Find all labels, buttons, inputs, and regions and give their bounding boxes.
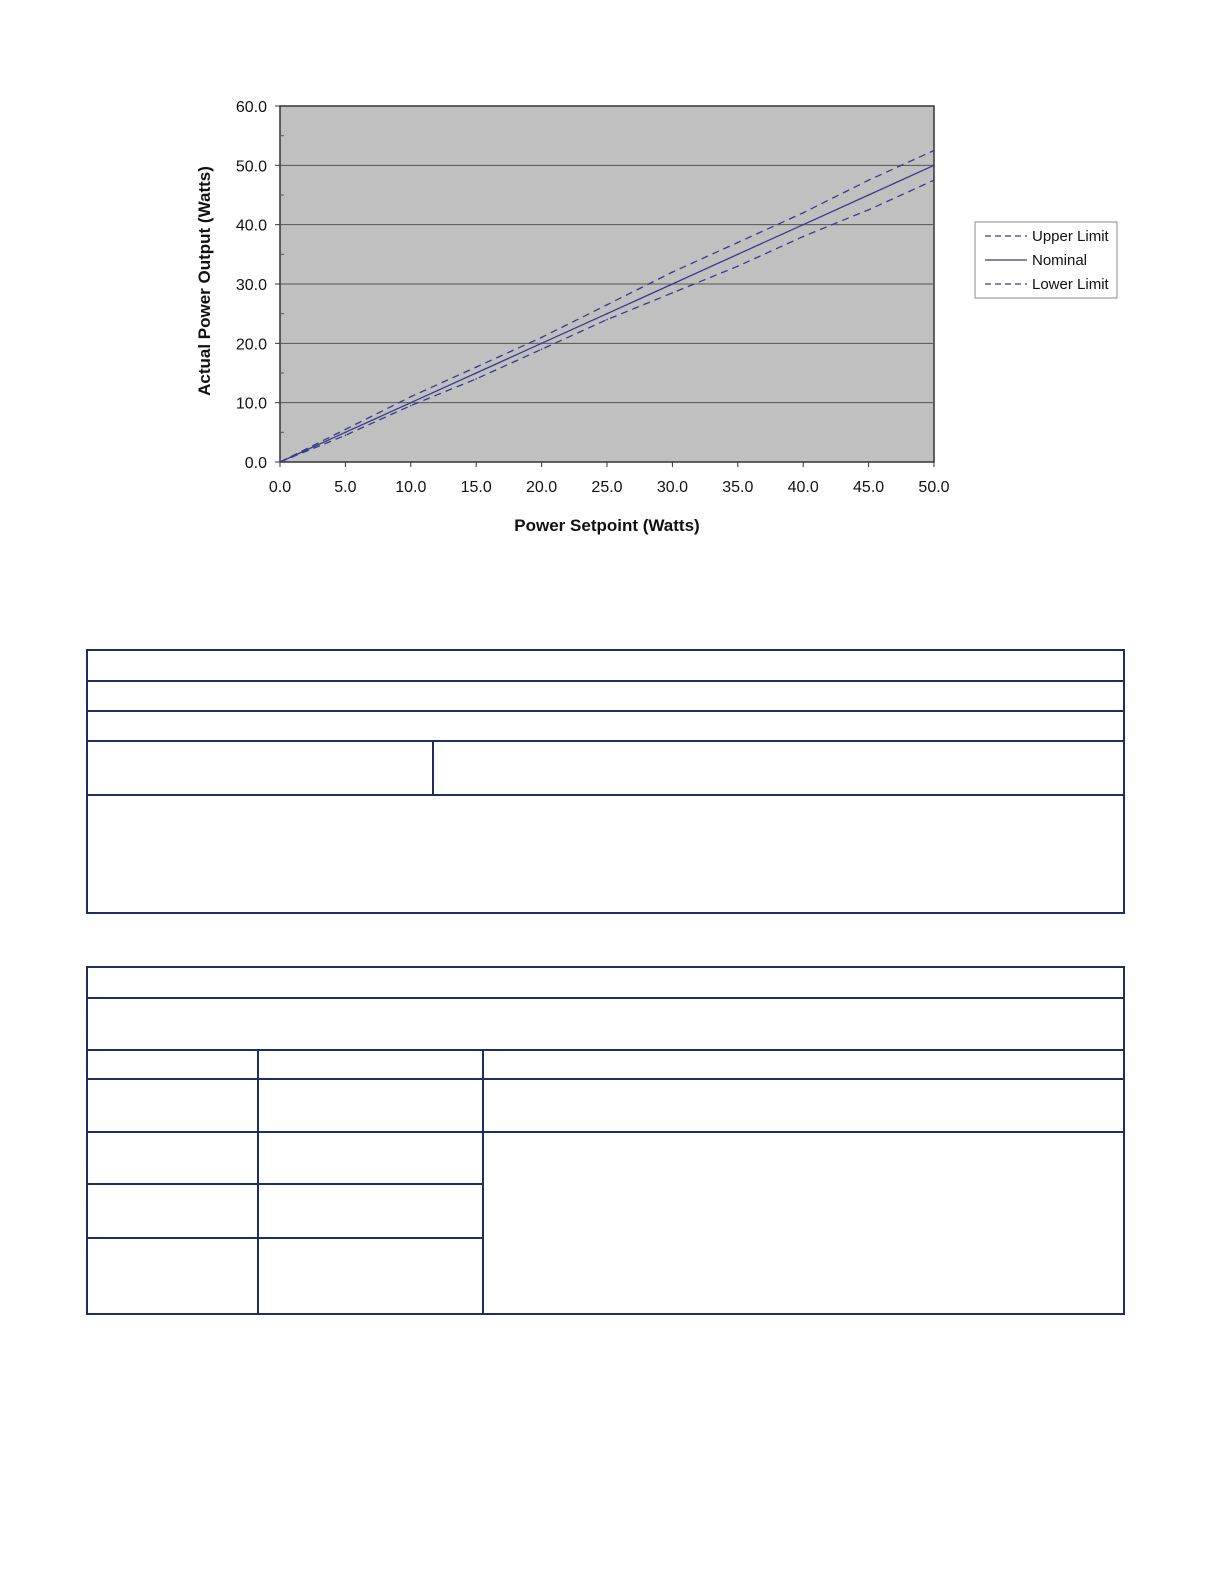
- y-tick-label: 10.0: [235, 395, 267, 413]
- table-2-column-divider: [482, 1049, 484, 1313]
- y-tick-label: 20.0: [235, 336, 267, 354]
- data-point-lower-limit: [279, 461, 281, 463]
- data-point-upper-limit: [410, 396, 412, 398]
- x-tick-label: 30.0: [656, 479, 688, 496]
- data-point-lower-limit: [475, 378, 477, 380]
- y-tick-label: 0.0: [244, 455, 267, 472]
- x-tick-label: 45.0: [853, 479, 885, 496]
- legend-label-lower-limit: Lower Limit: [1032, 276, 1109, 293]
- y-tick-label: 50.0: [235, 158, 267, 176]
- table-2-row-divider: [88, 997, 1123, 999]
- data-point-upper-limit: [933, 150, 935, 152]
- x-tick-label: 5.0: [334, 479, 357, 496]
- x-tick-label: 10.0: [395, 479, 427, 496]
- data-point-nominal: [410, 402, 412, 404]
- data-point-upper-limit: [606, 304, 608, 306]
- data-point-upper-limit: [541, 337, 543, 339]
- data-point-upper-limit: [802, 212, 804, 214]
- form-table-2: [86, 966, 1125, 1315]
- x-tick-label: 15.0: [460, 479, 492, 496]
- data-point-upper-limit: [868, 179, 870, 181]
- y-axis-title: Actual Power Output (Watts): [195, 166, 214, 396]
- x-tick-label: 50.0: [918, 479, 950, 496]
- data-point-lower-limit: [868, 209, 870, 211]
- table-2-row-divider: [88, 1049, 1123, 1051]
- legend: [975, 222, 1117, 298]
- x-tick-label: 0.0: [268, 479, 292, 496]
- data-point-lower-limit: [606, 319, 608, 321]
- data-point-upper-limit: [737, 242, 739, 244]
- legend-label-upper-limit: Upper Limit: [1032, 228, 1109, 245]
- data-point-lower-limit: [410, 405, 412, 407]
- data-point-nominal: [802, 224, 804, 226]
- form-table-1: [86, 649, 1125, 914]
- data-point-lower-limit: [672, 292, 674, 294]
- data-point-lower-limit: [541, 348, 543, 350]
- legend-label-nominal: Nominal: [1032, 252, 1088, 269]
- table-1-row-divider: [88, 794, 1123, 796]
- y-tick-label: 40.0: [235, 217, 267, 235]
- table-2-row-divider: [88, 1078, 1123, 1080]
- x-tick-label: 40.0: [787, 479, 819, 496]
- data-point-lower-limit: [737, 265, 739, 267]
- table-1-row-divider: [88, 740, 1123, 742]
- data-point-upper-limit: [672, 271, 674, 273]
- data-point-nominal: [933, 165, 935, 167]
- x-tick-labels: [269, 479, 950, 496]
- data-point-nominal: [345, 432, 347, 434]
- data-point-nominal: [737, 254, 739, 256]
- x-tick-label: 20.0: [526, 479, 558, 496]
- data-point-nominal: [672, 283, 674, 285]
- y-tick-labels: [236, 99, 267, 472]
- y-tick-label: 60.0: [235, 99, 267, 116]
- x-tick-label: 25.0: [591, 479, 623, 496]
- data-point-upper-limit: [345, 429, 347, 431]
- y-tick-label: 30.0: [235, 277, 267, 294]
- table-2-column-divider: [257, 1049, 259, 1313]
- x-axis-title: Power Setpoint (Watts): [514, 516, 700, 535]
- data-point-nominal: [541, 343, 543, 345]
- table-2-row-divider: [88, 1131, 1123, 1133]
- data-point-upper-limit: [475, 366, 477, 368]
- data-point-nominal: [606, 313, 608, 315]
- data-point-lower-limit: [345, 435, 347, 437]
- table-2-row-divider: [88, 1237, 482, 1239]
- data-point-lower-limit: [802, 236, 804, 238]
- data-point-nominal: [868, 194, 870, 196]
- table-1-row-divider: [88, 710, 1123, 712]
- table-1-row-divider: [88, 680, 1123, 682]
- power-output-chart: [0, 0, 1224, 560]
- data-point-nominal: [475, 372, 477, 374]
- x-tick-label: 35.0: [722, 479, 754, 496]
- data-point-lower-limit: [933, 179, 935, 181]
- table-2-row-divider: [88, 1183, 482, 1185]
- table-1-column-divider: [432, 740, 434, 795]
